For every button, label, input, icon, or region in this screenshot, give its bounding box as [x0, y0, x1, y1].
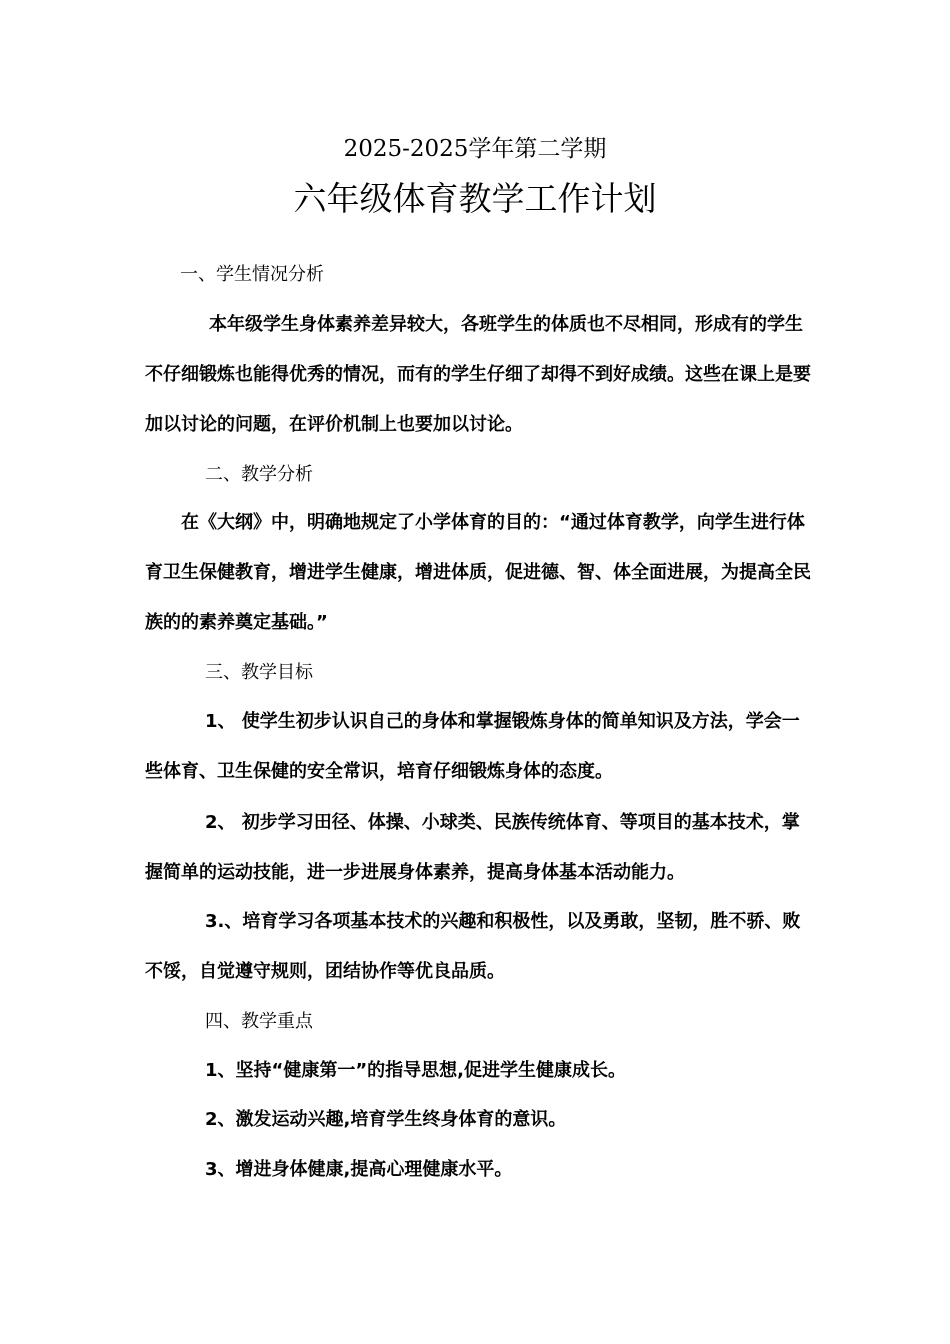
goal-paragraph-2: 2、 初步学习田径、体操、小球类、民族传统体育、等项目的基本技术，掌握简单的运动技能，进一步进展身体素养，提高身体基本活动能力。	[145, 812, 800, 883]
document-title: 六年级体育教学工作计划	[293, 179, 657, 218]
section-paragraph: 在《大纲》中，明确地规定了小学体育的目的：“通过体育教学，向学生进行体育卫生保健教育，增进学生健康，增进体质，促进德、智、体全面进展，为提高全民族的的素养奠定基础。”	[145, 512, 811, 633]
focus-item-3: 3、增进身体健康,提高心理健康水平。	[205, 1159, 513, 1180]
section-heading-teaching-goals: 三、教学目标	[205, 662, 313, 683]
document-subtitle: 2025-2025学年第二学期	[343, 136, 607, 162]
focus-item-1: 1、坚持“健康第一”的指导思想,促进学生健康成长。	[205, 1060, 627, 1081]
goal-paragraph-1: 1、 使学生初步认识自己的身体和掌握锻炼身体的简单知识及方法，学会一些体育、卫生保健的安全常识，培育仔细锻炼身体的态度。	[145, 711, 800, 782]
section-heading-teaching-focus: 四、教学重点	[205, 1011, 313, 1032]
focus-item-2: 2、激发运动兴趣,培育学生终身体育的意识。	[205, 1109, 567, 1130]
section-heading-student-analysis: 一、学生情况分析	[180, 264, 324, 285]
section-paragraph: 本年级学生身体素养差异较大，各班学生的体质也不尽相同，形成有的学生不仔细锻炼也能得优秀的情况，而有的学生仔细了却得不到好成绩。这些在课上是要加以讨论的问题，在评价机制上也要加以讨论。	[145, 314, 811, 435]
section-heading-teaching-analysis: 二、教学分析	[205, 464, 313, 485]
goal-paragraph-3: 3.、培育学习各项基本技术的兴趣和积极性，以及勇敢，坚韧，胜不骄、败不馁，自觉遵守规则，团结协作等优良品质。	[145, 911, 801, 982]
